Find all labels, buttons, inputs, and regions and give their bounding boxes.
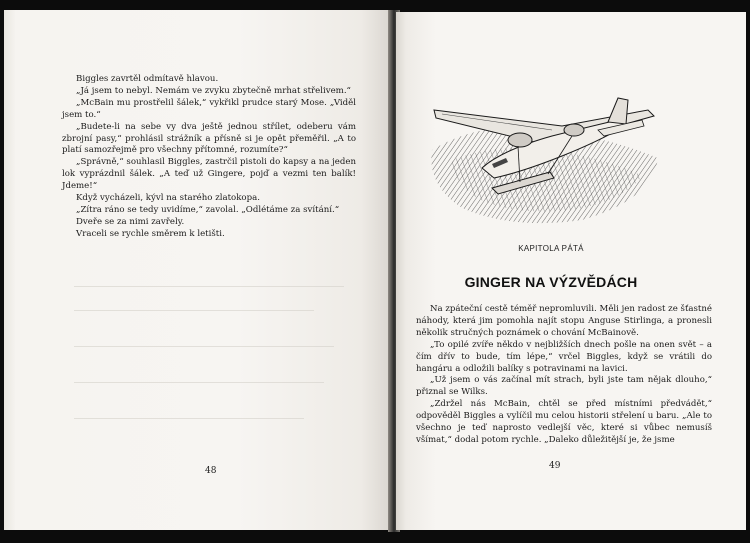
paragraph: Když vycházeli, kývl na starého zlatokopa. bbox=[76, 193, 260, 204]
chapter-label: KAPITOLA PÁTÁ bbox=[518, 244, 584, 253]
paragraph: „To opilé zvíře někdo v nejbližších dnech pošle na onen svět – a čím dřív to bude, tím lépe,“ vrčel Biggles, když se vrátili do hangáru a odložili balíky s potravinami na lavici. bbox=[416, 339, 712, 374]
paragraph: Biggles zavrtěl odmítavě hlavou. bbox=[76, 74, 219, 84]
paragraph: „Zítra ráno se tedy uvidíme,“ zavolal. „Odlétáme za svítání.“ bbox=[76, 204, 340, 215]
chapter-title: GINGER NA VÝZVĚDÁCH bbox=[464, 274, 638, 290]
show-through-line bbox=[74, 286, 344, 287]
paragraph: „Správně,“ souhlasil Biggles, zastrčil pistoli do kapsy a na jeden lok vyprázdnil šálek. „A teď už Gingere, pojď a vezmi ten balík! Jdeme!“ bbox=[62, 157, 356, 192]
left-page bbox=[4, 10, 392, 530]
show-through-line bbox=[74, 382, 324, 383]
paragraph: Na zpáteční cestě téměř nepromluvili. Měli jen radost ze šťastné náhody, která jim pomohla najít stopu Anguse Stirlinga, a pronesli několik stručných poznámek o chování McBainově. bbox=[416, 304, 712, 338]
show-through-line bbox=[74, 346, 334, 347]
paragraph: Dveře se za nimi zavřely. bbox=[76, 216, 185, 227]
right-page-text bbox=[416, 304, 712, 447]
paragraph: Vraceli se rychle směrem k letišti. bbox=[76, 228, 225, 239]
right-page bbox=[396, 12, 746, 530]
page-number: 48 bbox=[205, 466, 217, 476]
show-through-line bbox=[74, 310, 314, 311]
paragraph: „Zdržel nás McBain, chtěl se před místními předvádět,“ odpověděl Biggles a vylíčil mu celou historii střelení u baru. „Ale to všechno je teď naprosto vedlejší věc, které si vůbec nemusíš všímat,“ dodal potom rychle. „Daleko důležitější je, že jsme bbox=[416, 399, 712, 445]
left-page-text bbox=[62, 74, 356, 241]
page-number: 49 bbox=[549, 461, 561, 471]
paragraph: „McBain mu prostřelil šálek,“ vykřikl prudce starý Mose. „Viděl jsem to.“ bbox=[62, 97, 356, 120]
paragraph: „Už jsem o vás začínal mít strach, byli jste tam nějak dlouho,“ přiznal se Wilks. bbox=[416, 375, 712, 398]
show-through-line bbox=[74, 418, 304, 419]
paragraph: „Budete-li na sebe vy dva ještě jednou střílet, odeberu vám zbrojní pasy,“ prohlásil strážník a přísně si je opět přeměřil. „A to platí samozřejmě pro všechny přítomné, rozumíte?“ bbox=[62, 121, 356, 156]
seaplane-illustration bbox=[422, 80, 666, 230]
paragraph: „Já jsem to nebyl. Nemám ve zvyku zbytečně mrhat střelivem.“ bbox=[76, 85, 351, 96]
